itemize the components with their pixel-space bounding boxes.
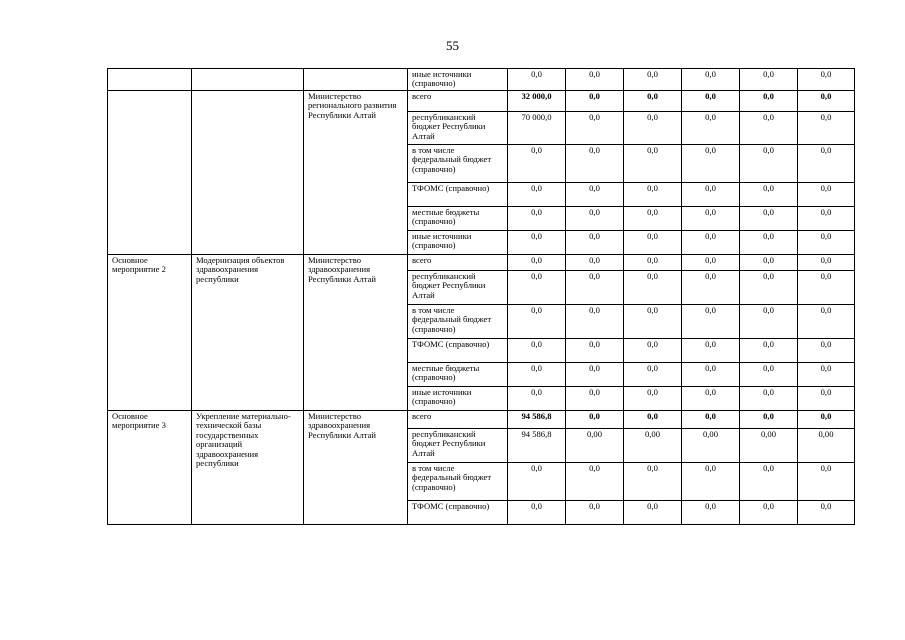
amount-cell: 0,0 (798, 271, 855, 305)
amount-cell: 0,0 (624, 339, 682, 363)
funding-source-cell: местные бюджеты (справочно) (408, 207, 508, 231)
amount-cell: 0,0 (740, 305, 798, 339)
amount-cell: 0,0 (798, 387, 855, 411)
amount-cell: 0,0 (566, 339, 624, 363)
table-row (108, 255, 855, 271)
amount-cell: 0,0 (682, 271, 740, 305)
amount-cell: 0,0 (566, 387, 624, 411)
amount-cell: 0,0 (508, 183, 566, 207)
amount-cell: 0,0 (624, 112, 682, 145)
amount-cell: 0,0 (682, 411, 740, 429)
amount-cell: 0,0 (624, 271, 682, 305)
funding-source-cell: ТФОМС (справочно) (408, 339, 508, 363)
amount-cell: 0,0 (508, 501, 566, 525)
amount-cell: 0,0 (740, 231, 798, 255)
amount-cell: 0,0 (682, 305, 740, 339)
amount-cell: 0,0 (682, 207, 740, 231)
amount-cell: 0,0 (566, 69, 624, 91)
funding-source-cell: республиканский бюджет Республики Алтай (408, 429, 508, 463)
amount-cell: 0,0 (798, 183, 855, 207)
amount-cell: 0,0 (682, 91, 740, 112)
event-name-cell (192, 91, 304, 255)
funding-source-cell: ТФОМС (справочно) (408, 183, 508, 207)
amount-cell: 0,0 (740, 463, 798, 501)
amount-cell: 0,0 (566, 183, 624, 207)
amount-cell: 0,0 (566, 305, 624, 339)
amount-cell: 0,0 (798, 207, 855, 231)
amount-cell: 0,0 (682, 339, 740, 363)
amount-cell: 0,0 (508, 387, 566, 411)
amount-cell: 0,0 (682, 363, 740, 387)
funding-source-cell: иные источники (справочно) (408, 69, 508, 91)
amount-cell: 0,0 (566, 112, 624, 145)
amount-cell: 0,00 (740, 429, 798, 463)
amount-cell: 0,0 (508, 255, 566, 271)
table-row (108, 411, 855, 429)
amount-cell: 0,0 (508, 231, 566, 255)
amount-cell: 0,0 (798, 255, 855, 271)
amount-cell: 0,0 (682, 231, 740, 255)
amount-cell: 0,0 (624, 387, 682, 411)
amount-cell: 0,0 (798, 145, 855, 183)
amount-cell: 0,0 (624, 207, 682, 231)
amount-cell: 0,0 (566, 363, 624, 387)
event-cell: Основное мероприятие 3 (108, 411, 192, 525)
amount-cell: 0,0 (798, 112, 855, 145)
amount-cell: 0,0 (740, 387, 798, 411)
amount-cell: 0,0 (624, 305, 682, 339)
funding-source-cell: всего (408, 255, 508, 271)
budget-table (107, 68, 855, 525)
executor-cell (304, 69, 408, 91)
event-name-cell (192, 69, 304, 91)
funding-source-cell: местные бюджеты (справочно) (408, 363, 508, 387)
amount-cell: 0,00 (624, 429, 682, 463)
amount-cell: 0,0 (566, 207, 624, 231)
amount-cell: 0,0 (682, 387, 740, 411)
amount-cell: 0,0 (508, 463, 566, 501)
amount-cell: 0,0 (566, 145, 624, 183)
event-cell (108, 91, 192, 255)
funding-source-cell: республиканский бюджет Республики Алтай (408, 112, 508, 145)
executor-cell: Министерство регионального развития Республики Алтай (304, 91, 408, 255)
amount-cell: 0,0 (508, 363, 566, 387)
funding-source-cell: в том числе федеральный бюджет (справочно) (408, 305, 508, 339)
funding-source-cell: ТФОМС (справочно) (408, 501, 508, 525)
amount-cell: 0,0 (624, 145, 682, 183)
table-row (108, 69, 855, 91)
amount-cell: 0,00 (566, 429, 624, 463)
amount-cell: 0,0 (624, 255, 682, 271)
amount-cell: 94 586,8 (508, 411, 566, 429)
amount-cell: 0,0 (508, 271, 566, 305)
amount-cell: 0,0 (740, 501, 798, 525)
amount-cell: 0,0 (566, 231, 624, 255)
amount-cell: 0,0 (566, 463, 624, 501)
funding-source-cell: республиканский бюджет Республики Алтай (408, 271, 508, 305)
amount-cell: 0,0 (798, 231, 855, 255)
amount-cell: 0,00 (682, 429, 740, 463)
amount-cell: 0,0 (508, 339, 566, 363)
amount-cell: 0,0 (624, 411, 682, 429)
amount-cell: 0,0 (740, 69, 798, 91)
amount-cell: 0,0 (682, 501, 740, 525)
amount-cell: 70 000,0 (508, 112, 566, 145)
amount-cell: 0,0 (740, 363, 798, 387)
funding-source-cell: в том числе федеральный бюджет (справочно) (408, 145, 508, 183)
amount-cell: 0,0 (508, 207, 566, 231)
funding-source-cell: всего (408, 411, 508, 429)
funding-source-cell: иные источники (справочно) (408, 387, 508, 411)
amount-cell: 0,00 (798, 429, 855, 463)
amount-cell: 0,0 (624, 231, 682, 255)
amount-cell: 0,0 (798, 69, 855, 91)
executor-cell: Министерство здравоохранения Республики Алтай (304, 411, 408, 525)
amount-cell: 0,0 (624, 183, 682, 207)
funding-source-cell: иные источники (справочно) (408, 231, 508, 255)
amount-cell: 0,0 (798, 363, 855, 387)
amount-cell: 0,0 (624, 91, 682, 112)
amount-cell: 0,0 (740, 411, 798, 429)
amount-cell: 0,0 (624, 501, 682, 525)
amount-cell: 0,0 (740, 112, 798, 145)
amount-cell: 0,0 (798, 501, 855, 525)
amount-cell: 0,0 (682, 183, 740, 207)
amount-cell: 0,0 (566, 411, 624, 429)
amount-cell: 0,0 (740, 271, 798, 305)
amount-cell: 0,0 (740, 207, 798, 231)
amount-cell: 0,0 (566, 271, 624, 305)
amount-cell: 0,0 (798, 463, 855, 501)
event-name-cell: Модернизация объектов здравоохранения республики (192, 255, 304, 411)
page-number: 55 (446, 38, 459, 53)
amount-cell: 0,0 (566, 255, 624, 271)
amount-cell: 0,0 (508, 305, 566, 339)
amount-cell: 0,0 (798, 411, 855, 429)
amount-cell: 0,0 (798, 305, 855, 339)
amount-cell: 0,0 (740, 183, 798, 207)
amount-cell: 0,0 (740, 145, 798, 183)
amount-cell: 0,0 (624, 463, 682, 501)
event-cell: Основное мероприятие 2 (108, 255, 192, 411)
executor-cell: Министерство здравоохранения Республики Алтай (304, 255, 408, 411)
amount-cell: 0,0 (740, 91, 798, 112)
amount-cell: 0,0 (624, 363, 682, 387)
amount-cell: 0,0 (566, 91, 624, 112)
amount-cell: 0,0 (682, 255, 740, 271)
amount-cell: 0,0 (682, 145, 740, 183)
amount-cell: 0,0 (798, 339, 855, 363)
amount-cell: 0,0 (740, 339, 798, 363)
amount-cell: 0,0 (624, 69, 682, 91)
amount-cell: 0,0 (798, 91, 855, 112)
funding-source-cell: всего (408, 91, 508, 112)
amount-cell: 0,0 (508, 145, 566, 183)
amount-cell: 0,0 (566, 501, 624, 525)
funding-source-cell: в том числе федеральный бюджет (справочно) (408, 463, 508, 501)
amount-cell: 0,0 (682, 112, 740, 145)
amount-cell: 0,0 (682, 463, 740, 501)
table-row (108, 91, 855, 112)
amount-cell: 0,0 (508, 69, 566, 91)
amount-cell: 0,0 (682, 69, 740, 91)
amount-cell: 0,0 (740, 255, 798, 271)
event-name-cell: Укрепление материально-технической базы государственных организаций здравоохранения республики (192, 411, 304, 525)
amount-cell: 32 000,0 (508, 91, 566, 112)
amount-cell: 94 586,8 (508, 429, 566, 463)
event-cell (108, 69, 192, 91)
